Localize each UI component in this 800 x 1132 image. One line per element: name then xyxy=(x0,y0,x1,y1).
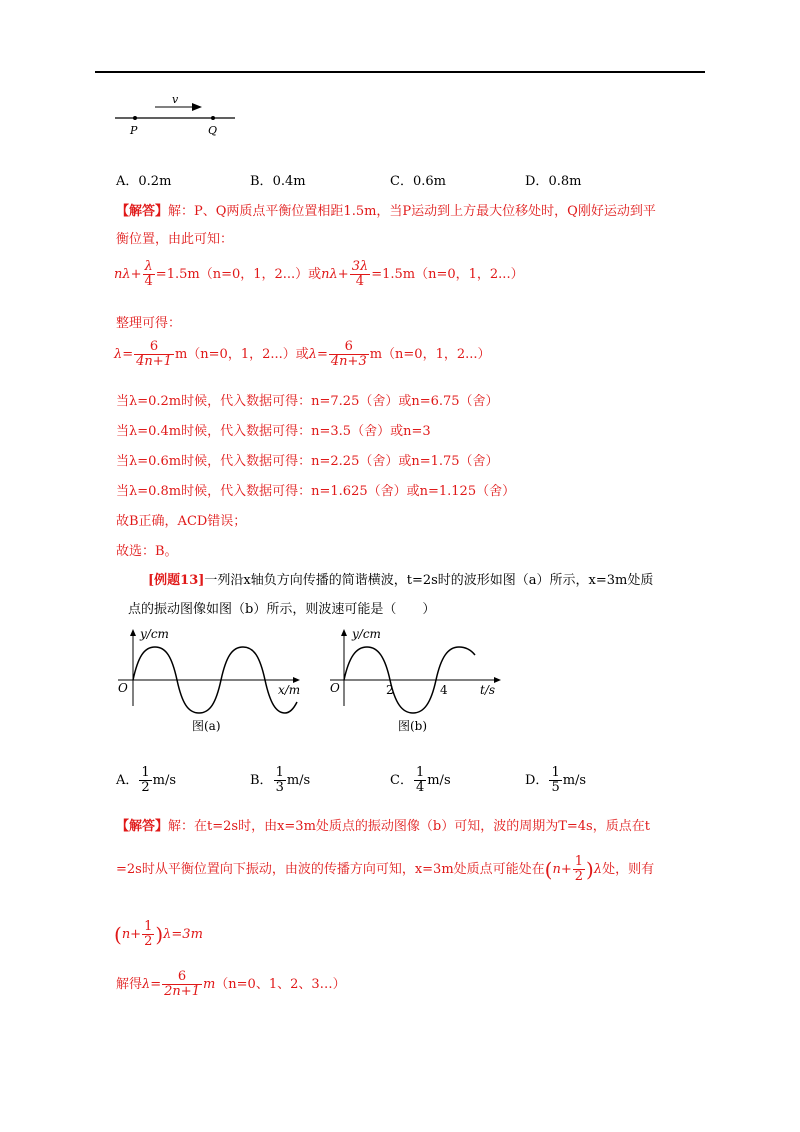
q13-answer-line-1: 【解答】解：在t=2s时，由x=3m处质点的振动图像（b）可知，波的周期为T=4s，质点在t xyxy=(116,819,650,834)
case-line-2: 当λ=0.4m时候，代入数据可得：n=3.5（舍）或n=3 xyxy=(116,424,431,439)
point-q-dot xyxy=(211,116,215,120)
q13-option-a: A． $\frac{1}{2}$ m/s xyxy=(116,765,177,795)
graph-b xyxy=(320,622,510,740)
answer-line-2: 衡位置，由此可知： xyxy=(116,232,234,247)
graph-b-y-arrow xyxy=(341,629,347,636)
graph-a-origin: O xyxy=(118,681,128,695)
q13-option-c: C． $\frac{1}{4}$ m/s xyxy=(390,765,451,795)
point-p-dot xyxy=(133,116,137,120)
question-13-line-1: [例题13]一列沿x轴负方向传播的简谐横波，t=2s时的波形如图（a）所示，x=3m处质 xyxy=(148,573,654,588)
option-d: D．0.8m xyxy=(525,174,582,189)
case-line-3: 当λ=0.6m时候，代入数据可得：n=2.25（舍）或n=1.75（舍） xyxy=(116,454,499,469)
graph-b-t-arrow xyxy=(494,677,501,683)
graph-a-xlabel: x/m xyxy=(278,683,301,697)
fraction-3lambda-4: $\frac{3\lambda}{4}$ xyxy=(351,259,369,289)
header-rule xyxy=(95,71,705,73)
answer-line-3: 整理可得： xyxy=(116,316,182,331)
question-13-tag: [例题13] xyxy=(148,573,205,588)
question-13-line-2: 点的振动图像如图（b）所示，则波速可能是（ ） xyxy=(128,602,436,617)
graph-b-caption: 图(b) xyxy=(398,719,428,733)
option-c: C．0.6m xyxy=(390,174,446,189)
graph-b-xlabel: t/s xyxy=(480,683,496,697)
q13-solution: 解得λ= $\frac{6}{2n+1}$ m（n=0、1、2、3…） xyxy=(116,969,346,999)
case-line-1: 当λ=0.2m时候，代入数据可得：n=7.25（舍）或n=6.75（舍） xyxy=(116,394,499,409)
graph-a-ylabel: y/cm xyxy=(140,627,169,641)
choice-line: 故选：B。 xyxy=(116,544,178,559)
graph-b-origin: O xyxy=(330,681,340,695)
fraction-lambda-4: $\frac{\lambda}{4}$ xyxy=(144,259,153,289)
point-q-label: Q xyxy=(208,124,218,137)
option-b: B．0.4m xyxy=(250,174,306,189)
point-p-label: P xyxy=(130,124,138,137)
graph-a-y-arrow xyxy=(130,629,136,636)
velocity-label: v xyxy=(172,93,179,106)
answer-line-1: 【解答】解：P、Q两质点平衡位置相距1.5m，当P运动到上方最大位移处时，Q刚好运动到平 xyxy=(116,204,656,219)
equation-2: λ= $\frac{6}{4n+1}$ m（n=0，1，2...）或λ= $\frac{6}{4n+3}$ m（n=0，1，2...） xyxy=(114,339,491,369)
graph-a-caption: 图(a) xyxy=(192,719,221,733)
graph-b-ylabel: y/cm xyxy=(352,627,381,641)
graph-a xyxy=(110,622,310,740)
q13-equation: (n+ $\frac{1}{2}$ )λ=3m xyxy=(114,919,203,949)
pq-line-figure xyxy=(110,90,250,140)
q13-option-d: D． $\frac{1}{5}$ m/s xyxy=(525,765,587,795)
fraction-6-4n3: $\frac{6}{4n+3}$ xyxy=(330,339,367,369)
equation-1: nλ+ $\frac{\lambda}{4}$ =1.5m（n=0，1，2...）或nλ+ $\frac{3\lambda}{4}$ =1.5m（n=0，1，2...） xyxy=(114,259,524,289)
q13-option-b: B． $\frac{1}{3}$ m/s xyxy=(250,765,311,795)
case-line-4: 当λ=0.8m时候，代入数据可得：n=1.625（舍）或n=1.125（舍） xyxy=(116,484,516,499)
option-a: A．0.2m xyxy=(116,174,172,189)
fraction-6-4n1: $\frac{6}{4n+1}$ xyxy=(136,339,172,369)
q13-answer-line-2: =2s时从平衡位置向下振动，由波的传播方向可知，x=3m处质点可能处在(n+ $\frac{1}{2}$ )λ处，则有 xyxy=(116,854,655,884)
conclusion-line: 故B正确，ACD错误； xyxy=(116,514,247,529)
graph-b-tick-4: 4 xyxy=(440,683,448,697)
graph-b-tick-2: 2 xyxy=(386,683,394,697)
velocity-arrow-head xyxy=(192,103,202,111)
